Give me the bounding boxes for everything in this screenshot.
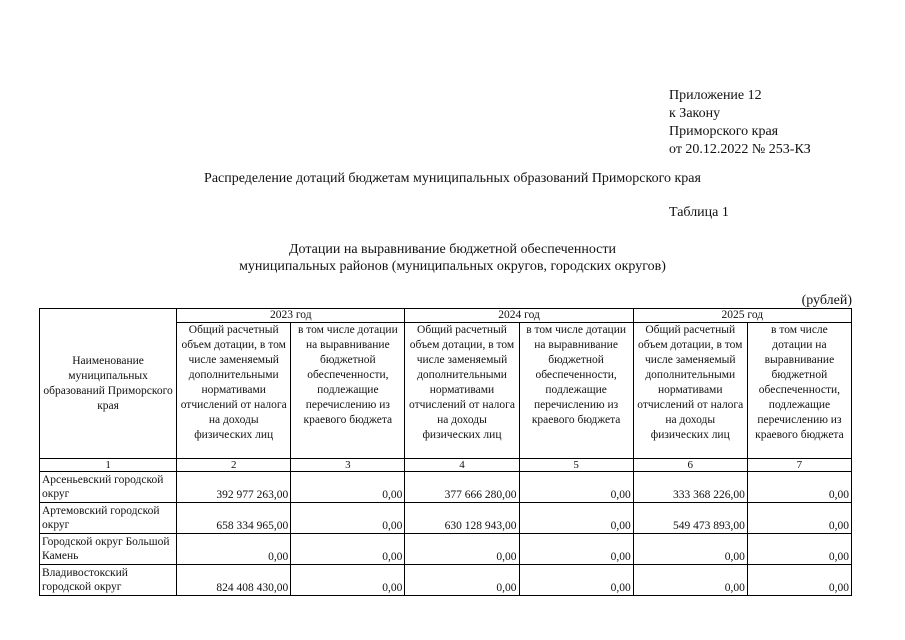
- municipality-name: Артемовский городской округ: [40, 503, 177, 534]
- municipality-name: Городской округ Большой Камень: [40, 534, 177, 565]
- appendix-line: к Закону: [669, 106, 721, 121]
- year-header: 2023 год: [177, 309, 405, 323]
- appendix-line: Приложение 12: [669, 88, 762, 103]
- municipality-header: Наименование муниципальных образований Приморского края: [40, 309, 177, 459]
- cell-value: 0,00: [747, 534, 851, 565]
- table-row: [40, 565, 852, 596]
- unit-label: (рублей): [801, 293, 852, 308]
- column-number: 2: [177, 459, 291, 472]
- col-total-header: Общий расчетный объем дотации, в том числе заменяемый дополнительными нормативами отчислений от налога на доходы физических лиц: [405, 323, 519, 459]
- subsidies-table: [39, 308, 852, 596]
- municipality-name: Владивостокский городской округ: [40, 565, 177, 596]
- cell-value: 0,00: [291, 472, 405, 503]
- appendix-line: от 20.12.2022 № 253-КЗ: [669, 142, 811, 157]
- table-row: [40, 472, 852, 503]
- cell-value: 0,00: [519, 472, 633, 503]
- cell-value: 0,00: [291, 503, 405, 534]
- document-title: Распределение дотаций бюджетам муниципальных образований Приморского края: [204, 171, 701, 186]
- cell-value: 0,00: [633, 565, 747, 596]
- table-row: [40, 534, 852, 565]
- cell-value: 0,00: [405, 565, 519, 596]
- cell-value: 0,00: [519, 565, 633, 596]
- cell-value: 0,00: [405, 534, 519, 565]
- cell-value: 0,00: [519, 534, 633, 565]
- cell-value: 377 666 280,00: [405, 472, 519, 503]
- cell-value: 824 408 430,00: [177, 565, 291, 596]
- cell-value: 392 977 263,00: [177, 472, 291, 503]
- column-number-row: [40, 459, 852, 472]
- cell-value: 0,00: [747, 472, 851, 503]
- col-total-header: Общий расчетный объем дотации, в том числе заменяемый дополнительными нормативами отчислений от налога на доходы физических лиц: [633, 323, 747, 459]
- year-header: 2025 год: [633, 309, 851, 323]
- cell-value: 0,00: [519, 503, 633, 534]
- cell-value: 630 128 943,00: [405, 503, 519, 534]
- column-number: 7: [747, 459, 851, 472]
- column-number: 3: [291, 459, 405, 472]
- col-budget-header: в том числе дотации на выравнивание бюджетной обеспеченности, подлежащие перечислению из краевого бюджета: [291, 323, 405, 459]
- col-budget-header: в том числе дотации на выравнивание бюджетной обеспеченности, подлежащие перечислению из краевого бюджета: [519, 323, 633, 459]
- cell-value: 0,00: [177, 534, 291, 565]
- appendix-line: Приморского края: [669, 124, 779, 139]
- municipality-name: Арсеньевский городской округ: [40, 472, 177, 503]
- table-subtitle: [0, 241, 905, 275]
- cell-value: 0,00: [747, 503, 851, 534]
- subtitle-line: Дотации на выравнивание бюджетной обеспеченности: [289, 242, 616, 257]
- cell-value: 549 473 893,00: [633, 503, 747, 534]
- cell-value: 658 334 965,00: [177, 503, 291, 534]
- cell-value: 0,00: [291, 534, 405, 565]
- table-number: Таблица 1: [669, 205, 729, 220]
- subtitle-line: муниципальных районов (муниципальных округов, городских округов): [239, 259, 666, 274]
- cell-value: 0,00: [291, 565, 405, 596]
- year-header-row: [40, 309, 852, 323]
- col-total-header: Общий расчетный объем дотации, в том числе заменяемый дополнительными нормативами отчислений от налога на доходы физических лиц: [177, 323, 291, 459]
- column-number: 1: [40, 459, 177, 472]
- appendix-header: [669, 87, 811, 159]
- cell-value: 0,00: [747, 565, 851, 596]
- cell-value: 0,00: [633, 534, 747, 565]
- column-number: 4: [405, 459, 519, 472]
- table-row: [40, 503, 852, 534]
- col-budget-header: в том числе дотации на выравнивание бюджетной обеспеченности, подлежащие перечислению из краевого бюджета: [747, 323, 851, 459]
- cell-value: 333 368 226,00: [633, 472, 747, 503]
- year-header: 2024 год: [405, 309, 633, 323]
- column-number: 6: [633, 459, 747, 472]
- column-number: 5: [519, 459, 633, 472]
